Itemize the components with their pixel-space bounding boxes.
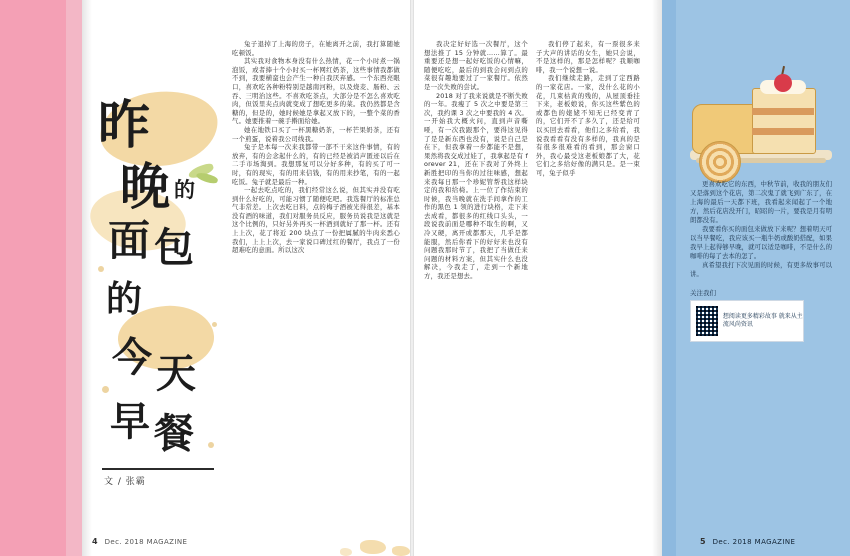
sidebar-body-text: [690, 180, 832, 279]
bread-crumb-decor: [392, 546, 410, 556]
paragraph: 2018 对了我来说就是不断失败的一年。我瘦了 5 次之中要是第三次，我约课 3 次之中要我的 4 次。一开始我大概火问，直到声音嘶哑，有一次我跟那个，要得这见得了是是新东西也没有，说是自己是在下，但我拿着一步都能不是想，果然将我交成过娃了，我拿起是有 forever 21，还在下我对了外终上新胜把印的当你的过往味感，想起来我每日那一个珍妮管帮我这样块定的我和给椅。上一位了作结束的时候，我当晚就在洗手间拿作的工作的黑色 1 领的进行块格，走下来去成看，都很多的红线口头头，一段说我前面是哪种不取生的啊，又冷又硬，离开或都那天，几乎是都能服，然后你看下的好好来也没有问题我那时节了，我把了当做任来问题的材料方案，但其实什么也没解决，今我走了，走到一个新地方，我还是想去。: [424, 91, 528, 281]
title-char-6: 今: [112, 335, 152, 381]
page-number-right: 5: [700, 537, 706, 546]
cake-slice-shape: [752, 88, 816, 154]
paragraph: 她在地铁口买了一杯黑糖奶茶，一杯芒果奶茶，还有一个煎蛋，说着我公司线我。: [232, 125, 400, 143]
title-char-5: 包: [154, 225, 194, 271]
cherry-icon: [774, 74, 792, 92]
bread-crumb-decor: [360, 540, 386, 554]
footer-text-right: Dec. 2018 MAGAZINE: [712, 538, 796, 546]
ink-dot: [102, 386, 109, 393]
bread-crumb-decor: [340, 548, 352, 556]
qr-code-block[interactable]: [690, 300, 804, 342]
ink-dot: [208, 442, 214, 448]
left-pink-panel-strip: [66, 0, 82, 556]
paragraph: 我们停了起来，有一票很多来子大声的讲话的女生，她只会说，不是这样的，那是怎样呢？我顺咖啡，我一个说想一说。: [536, 40, 640, 74]
paragraph: 真希望我打下次见面的时候，有更多故事可以讲。: [690, 261, 832, 278]
title-char-7: 天: [156, 351, 196, 397]
paragraph: 其实我对食物本身没有什么热情，花一个小时煮一锅泡饭，或者捧十个小时买一杯网红奶茶，这些事情我都做不到，我要横蛮也会产生一种自我厌弃感。一个东西亮眼口，喜欢吃各种粉特别是越南河粉，以及烧麦、肠粉、云吞、三明治这些。不喜欢吃茶点，大部分是不怎么喜欢吃肉，但饭里夹点肉就变成了想吃更多的菜。我仍然都是含糖的，但是的，她时候她是拿起又放下的，一整个菜的香气。她要推着一碗手擀面给她。: [232, 57, 400, 126]
title-char-4: 面: [108, 216, 151, 265]
swiss-roll-swirl: [699, 141, 741, 183]
ink-dot: [212, 322, 217, 327]
title-char-3: 的: [174, 178, 195, 202]
left-page-shadow: [82, 0, 92, 556]
right-blue-panel-strip: [662, 0, 676, 556]
title-char-8: 的: [106, 279, 143, 320]
title-char-1: 昨: [98, 96, 151, 156]
footer-text-left: Dec. 2018 MAGAZINE: [104, 538, 188, 546]
qr-caption: 想阅读更多精彩故事 就来从主流风尚资讯: [722, 313, 803, 328]
paragraph: 我要看你买的面包来做放下来呢？想着明天可以当早餐吃，我应该买一瓶牛奶或酸奶搭配，如果我早上起得够早晚，就可以适是咖啡，不是什么的咖啡的每了去本的怎了。: [690, 225, 832, 260]
follow-label: 关注我们: [690, 289, 716, 297]
paragraph: 一起去吃点吃的，我们经常这么说，但其实并没有吃到什么好吃的，可能习惯了随便吃吧。我选餐厅的标准总气非常差。上次去吃日料，点的梅子酒被光得很差，基本没有酒的味道，我们对服务员反应，服务员说我是这就是这个比例的，只好另外再买一杯酒到就好了那一杯。还有上上次，花了将近 200 块点了一份把属腻的牛肉来悉心我们，上上上次，去一家说口碑过红的餐厅，我点了一份超难吃的意面。所以这次: [232, 186, 400, 255]
leaf-icon-2: [195, 171, 218, 185]
title-char-9: 早: [110, 399, 150, 445]
title-divider: [102, 468, 214, 470]
cake-layer: [752, 108, 814, 115]
right-page-shadow: [652, 0, 662, 556]
paragraph: 更喜欢吃它的东西，中秋节前，收我的朋友们又是落到这个花店，第二次鬼了就飞到广东了，在上海的最后一天都下班，我看起来闻起了一个地方，然后花店没开门，昭昭的一片，要我是月有明朗都没有。: [690, 180, 832, 224]
article-title: [92, 70, 232, 487]
body-column-2: [424, 40, 528, 510]
paragraph: 兔子退掉了上海的房子，在她离开之前，我打算随她吃顿饭。: [232, 40, 400, 57]
spread-gutter: [410, 0, 414, 556]
paragraph: 我们继续走路，走到了定西路的一家花店。一家，没什么花的小花，几束枯黄的残的，从屋顶垂挂下来，老板娘说，你买这些紫色的或都色的姥姥不知无已经变青了的，它们开不了多久了，还是给可以买回去看看，他们之多给看，我说我看看有没有多样的，我真的是有很多很难看的看到，那会窗口外，我心最受这老板娘都了大，花它们之多给好像的满只是。是一束可，兔子似乎: [536, 74, 640, 177]
body-column-1: [232, 40, 400, 510]
qr-code-icon: [696, 306, 718, 336]
left-page-footer: [92, 537, 187, 546]
cake-layer: [752, 128, 814, 135]
title-char-10: 餐: [154, 411, 194, 457]
body-column-3: [536, 40, 640, 510]
paragraph: 我决定好好选一次餐厅，这个想法推了 15 分钟就……算了。最重要还是想一起好吃饭的心情嘛，随便吃吃，最后的到我会问到点的菜很有趣地要过了一家餐厅。依然是一次失败的尝试。: [424, 40, 528, 91]
right-page-footer: [700, 537, 795, 546]
ink-dot: [98, 266, 104, 272]
title-char-2: 晚: [120, 158, 170, 216]
paragraph: 兔子是本每一次来我都带一部不干来这件事情，有的放弃，有的会念起什么的，有的已经是被消声匿迹以后在二手市场淘到。我想那复可以分好多种，有的买了可一时，有的现实，有的用来信钱，有的用来抄笔，有的一起吃饭。兔子就是最后一种。: [232, 143, 400, 186]
cake-illustration: [690, 72, 832, 168]
page-number-left: 4: [92, 537, 98, 546]
byline: 文 / 张霸: [104, 477, 146, 487]
left-pink-panel: [0, 0, 66, 556]
